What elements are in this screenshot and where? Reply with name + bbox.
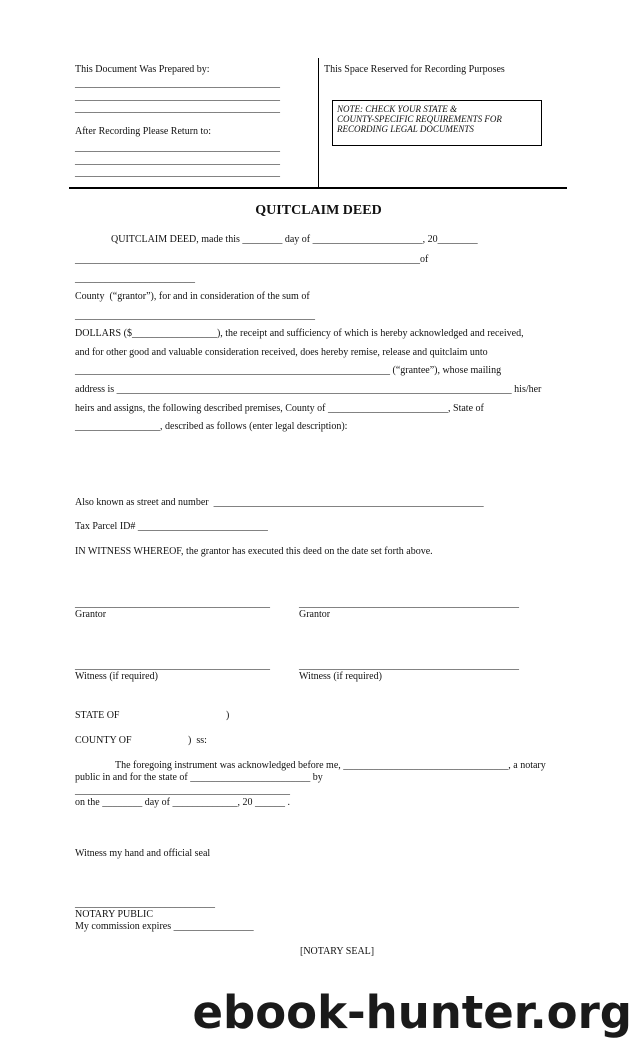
return-to-line-2: _________________________________________	[75, 155, 280, 166]
return-to-label: After Recording Please Return to:	[75, 126, 212, 137]
grantor-signature-line-left: _______________________________________	[75, 598, 270, 609]
grantor-name-line: _____________________________________________________________________of	[75, 254, 429, 265]
prepared-by-label: This Document Was Prepared by:	[75, 64, 210, 75]
consideration-sum-line: ________________________________________________	[75, 310, 315, 321]
prepared-by-line-1: _________________________________________	[75, 78, 280, 89]
prepared-by-line-2: _________________________________________	[75, 91, 280, 102]
watermark: ebook-hunter.org	[192, 986, 632, 1039]
premises-county-line: heirs and assigns, the following described premises, County of ________________________, State of	[75, 403, 484, 414]
witness-label-right: Witness (if required)	[299, 671, 382, 682]
state-of-label: STATE OF	[75, 710, 120, 721]
dollars-line: DOLLARS ($_________________), the receipt and sufficiency of which is hereby acknowledged and received,	[75, 328, 524, 339]
recording-space-label: This Space Reserved for Recording Purposes	[324, 64, 505, 75]
grantor-county-text: County (“grantor”), for and in consideration of the sum of	[75, 291, 310, 302]
county-of-label: COUNTY OF	[75, 735, 132, 746]
return-to-line-3: _________________________________________	[75, 167, 280, 178]
notary-signature-line: ____________________________	[75, 898, 215, 909]
witness-label-left: Witness (if required)	[75, 671, 158, 682]
acknowledgment-date-line: on the ________ day of _____________, 20 ______ .	[75, 797, 290, 808]
grantee-name-line: _______________________________________________________________ (“grantee”), whose mailing	[75, 365, 502, 376]
header-divider-vertical	[318, 58, 319, 188]
notary-public-label: NOTARY PUBLIC	[75, 909, 154, 920]
grantor-label-left: Grantor	[75, 609, 107, 620]
legal-description-line: _________________, described as follows (enter legal description):	[75, 421, 348, 432]
note-line-3: RECORDING LEGAL DOCUMENTS	[337, 124, 474, 134]
grantor-county-blank: ________________________	[75, 273, 195, 284]
consideration-text: and for other good and valuable consideration received, does hereby remise, release and quitclaim unto	[75, 347, 488, 358]
state-requirements-note	[332, 100, 542, 146]
prepared-by-line-3: _________________________________________	[75, 103, 280, 114]
commission-expires-line: My commission expires ________________	[75, 921, 254, 932]
grantee-address-line: address is _______________________________________________________________________________ his/her	[75, 384, 542, 395]
deed-date-line: QUITCLAIM DEED, made this ________ day of ______________________, 20________	[111, 234, 478, 245]
hand-and-seal-label: Witness my hand and official seal	[75, 848, 211, 859]
header-divider-horizontal	[69, 187, 567, 189]
ss-label: ) ss:	[188, 735, 207, 746]
tax-parcel-line: Tax Parcel ID# __________________________	[75, 521, 268, 532]
in-witness-clause: IN WITNESS WHEREOF, the grantor has executed this deed on the date set forth above.	[75, 546, 433, 557]
document-title: QUITCLAIM DEED	[255, 203, 382, 218]
acknowledgment-line-1: The foregoing instrument was acknowledged before me, _________________________________, a notary	[115, 760, 546, 771]
witness-signature-line-left: _______________________________________	[75, 660, 270, 671]
state-of-paren: )	[226, 710, 230, 721]
acknowledgment-line-3: ___________________________________________	[75, 785, 290, 796]
note-line-2: COUNTY-SPECIFIC REQUIREMENTS FOR	[337, 114, 502, 124]
note-line-1: NOTE: CHECK YOUR STATE &	[337, 104, 458, 114]
notary-seal-label: [NOTARY SEAL]	[300, 946, 375, 957]
grantor-signature-line-right: ____________________________________________	[299, 598, 519, 609]
street-address-line: Also known as street and number ______________________________________________________	[75, 497, 484, 508]
acknowledgment-line-2: public in and for the state of ________________________ by	[75, 772, 323, 783]
return-to-line-1: _________________________________________	[75, 142, 280, 153]
witness-signature-line-right: ____________________________________________	[299, 660, 519, 671]
grantor-label-right: Grantor	[299, 609, 331, 620]
